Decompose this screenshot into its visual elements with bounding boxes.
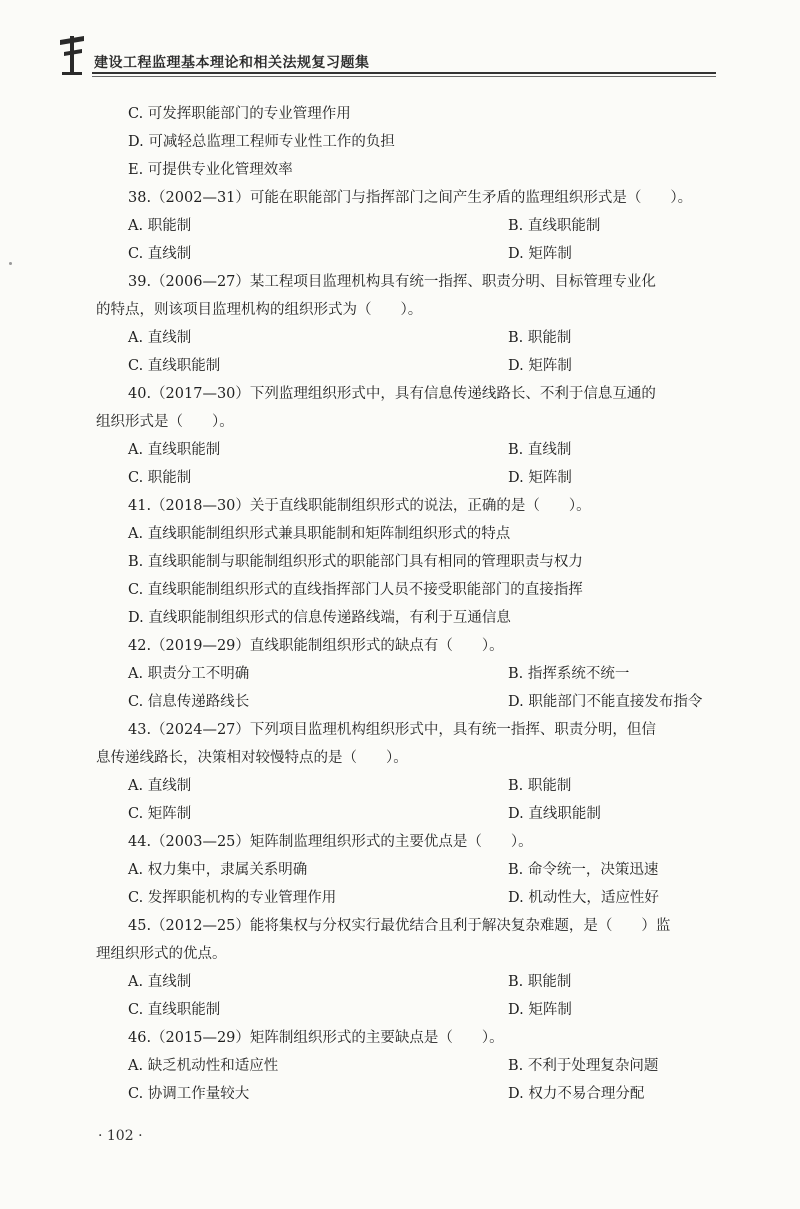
question-stem: 46.（2015—29）矩阵制组织形式的主要缺点是（ ）。 bbox=[128, 1030, 504, 1046]
option-row bbox=[96, 436, 716, 464]
question-stem: 45.（2012—25）能将集权与分权实行最优结合且利于解决复杂难题，是（ ）监 bbox=[128, 918, 671, 934]
option-text: C. 矩阵制 bbox=[128, 806, 192, 822]
option-text: D. 直线职能制组织形式的信息传递路线端，有利于互通信息 bbox=[128, 610, 511, 626]
option-text: D. 矩阵制 bbox=[508, 246, 572, 262]
option-text: A. 权力集中，隶属关系明确 bbox=[128, 862, 308, 878]
question-stem: 43.（2024—27）下列项目监理机构组织形式中，具有统一指挥、职责分明，但信 bbox=[128, 722, 656, 738]
option-row bbox=[96, 996, 716, 1024]
question-stem-continued: 息传递线路长，决策相对较慢特点的是（ ）。 bbox=[96, 750, 408, 766]
option-row bbox=[96, 1080, 716, 1108]
signpost-logo-icon bbox=[56, 30, 90, 76]
option-row bbox=[96, 856, 716, 884]
option-text: C. 信息传递路线长 bbox=[128, 694, 250, 710]
option-text: B. 职能制 bbox=[508, 974, 572, 990]
option-row bbox=[96, 240, 716, 268]
option-text: B. 直线制 bbox=[508, 442, 572, 458]
option-text: C. 发挥职能机构的专业管理作用 bbox=[128, 890, 337, 906]
book-title: 建设工程监理基本理论和相关法规复习题集 bbox=[94, 55, 370, 71]
option-text: C. 直线职能制组织形式的直线指挥部门人员不接受职能部门的直接指挥 bbox=[128, 582, 583, 598]
option-text: E. 可提供专业化管理效率 bbox=[128, 162, 293, 178]
option-text: D. 矩阵制 bbox=[508, 1002, 572, 1018]
option-row bbox=[96, 1052, 716, 1080]
option-row bbox=[96, 464, 716, 492]
option-text: D. 可减轻总监理工程师专业性工作的负担 bbox=[128, 134, 395, 150]
option-row bbox=[96, 352, 716, 380]
option-text: C. 直线职能制 bbox=[128, 1002, 221, 1018]
option-text: A. 直线制 bbox=[128, 778, 192, 794]
question-stem: 41.（2018—30）关于直线职能制组织形式的说法，正确的是（ ）。 bbox=[128, 498, 591, 514]
option-text: D. 矩阵制 bbox=[508, 358, 572, 374]
option-text: D. 权力不易合理分配 bbox=[508, 1086, 645, 1102]
header-rule-thin bbox=[92, 76, 716, 77]
option-row bbox=[96, 688, 716, 716]
option-row bbox=[96, 800, 716, 828]
option-text: A. 职责分工不明确 bbox=[128, 666, 250, 682]
option-text: A. 直线制 bbox=[128, 330, 192, 346]
option-text: B. 职能制 bbox=[508, 330, 572, 346]
option-row bbox=[96, 968, 716, 996]
option-text: B. 不利于处理复杂问题 bbox=[508, 1058, 659, 1074]
page-number: · 102 · bbox=[98, 1128, 143, 1144]
question-stem: 38.（2002—31）可能在职能部门与指挥部门之间产生矛盾的监理组织形式是（ ）。 bbox=[128, 190, 693, 206]
option-row bbox=[96, 212, 716, 240]
option-row bbox=[96, 324, 716, 352]
option-text: D. 机动性大，适应性好 bbox=[508, 890, 659, 906]
option-text: A. 直线职能制 bbox=[128, 442, 221, 458]
option-text: A. 职能制 bbox=[128, 218, 192, 234]
question-stem-continued: 的特点，则该项目监理机构的组织形式为（ ）。 bbox=[96, 302, 423, 318]
scan-speck bbox=[9, 262, 12, 265]
option-text: A. 缺乏机动性和适应性 bbox=[128, 1058, 279, 1074]
question-list bbox=[96, 100, 716, 1108]
option-text: D. 直线职能制 bbox=[508, 806, 601, 822]
page-header bbox=[56, 30, 716, 80]
option-row bbox=[96, 660, 716, 688]
option-text: A. 直线制 bbox=[128, 974, 192, 990]
question-stem: 42.（2019—29）直线职能制组织形式的缺点有（ ）。 bbox=[128, 638, 504, 654]
header-rule bbox=[92, 72, 716, 74]
option-text: B. 指挥系统不统一 bbox=[508, 666, 630, 682]
option-text: B. 直线职能制与职能制组织形式的职能部门具有相同的管理职责与权力 bbox=[128, 554, 583, 570]
question-stem-continued: 组织形式是（ ）。 bbox=[96, 414, 234, 430]
option-row bbox=[96, 884, 716, 912]
question-stem: 39.（2006—27）某工程项目监理机构具有统一指挥、职责分明、目标管理专业化 bbox=[128, 274, 656, 290]
option-text: C. 直线职能制 bbox=[128, 358, 221, 374]
question-stem: 40.（2017—30）下列监理组织形式中，具有信息传递线路长、不利于信息互通的 bbox=[128, 386, 656, 402]
option-text: D. 职能部门不能直接发布指令 bbox=[508, 694, 703, 710]
option-text: C. 可发挥职能部门的专业管理作用 bbox=[128, 106, 351, 122]
option-text: C. 协调工作量较大 bbox=[128, 1086, 250, 1102]
option-text: B. 职能制 bbox=[508, 778, 572, 794]
option-text: B. 命令统一，决策迅速 bbox=[508, 862, 659, 878]
option-text: C. 直线制 bbox=[128, 246, 192, 262]
option-row bbox=[96, 772, 716, 800]
option-text: A. 直线职能制组织形式兼具职能制和矩阵制组织形式的特点 bbox=[128, 526, 511, 542]
option-text: C. 职能制 bbox=[128, 470, 192, 486]
question-stem-continued: 理组织形式的优点。 bbox=[96, 946, 227, 962]
option-text: D. 矩阵制 bbox=[508, 470, 572, 486]
question-stem: 44.（2003—25）矩阵制监理组织形式的主要优点是（ ）。 bbox=[128, 834, 533, 850]
option-text: B. 直线职能制 bbox=[508, 218, 601, 234]
